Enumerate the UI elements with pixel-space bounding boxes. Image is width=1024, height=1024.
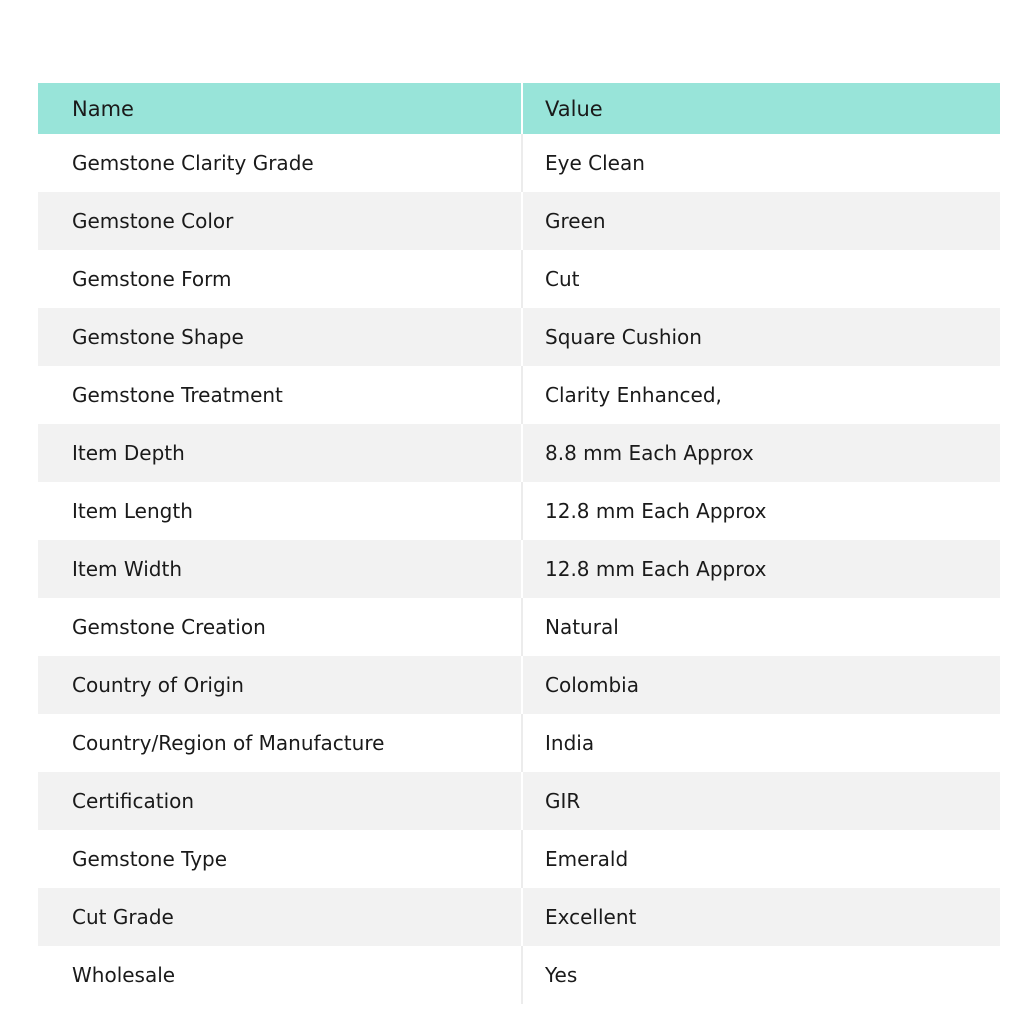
attribute-value: Green	[545, 209, 606, 233]
attribute-name: Wholesale	[38, 946, 523, 1004]
column-header-name: Name	[38, 83, 523, 134]
attribute-value: Eye Clean	[545, 151, 645, 175]
attribute-name: Item Length	[38, 482, 523, 540]
column-header-value: Value	[545, 96, 603, 121]
attribute-value: Natural	[545, 615, 619, 639]
attribute-value: Cut	[545, 267, 580, 291]
attribute-name: Item Width	[38, 540, 523, 598]
attribute-value: 12.8 mm Each Approx	[545, 499, 767, 523]
table-row	[38, 482, 1000, 540]
table-row	[38, 308, 1000, 366]
table-row	[38, 598, 1000, 656]
attribute-value: 8.8 mm Each Approx	[545, 441, 754, 465]
table-row	[38, 946, 1000, 1004]
attribute-value: 12.8 mm Each Approx	[545, 557, 767, 581]
table-header	[38, 83, 1000, 134]
table-row	[38, 540, 1000, 598]
attribute-name: Country/Region of Manufacture	[38, 714, 523, 772]
table-row	[38, 192, 1000, 250]
attribute-value: Emerald	[545, 847, 629, 871]
table-row	[38, 714, 1000, 772]
attribute-value: Excellent	[545, 905, 637, 929]
table-body	[38, 134, 1000, 1004]
attributes-table	[38, 83, 1000, 1004]
attribute-name: Item Depth	[38, 424, 523, 482]
table-row	[38, 830, 1000, 888]
table-row	[38, 888, 1000, 946]
attribute-value: GIR	[545, 789, 581, 813]
table-row	[38, 250, 1000, 308]
table-row	[38, 656, 1000, 714]
attribute-name: Gemstone Clarity Grade	[38, 134, 523, 192]
attribute-value: Square Cushion	[545, 325, 702, 349]
attribute-value: Colombia	[545, 673, 639, 697]
table-row	[38, 366, 1000, 424]
attribute-name: Gemstone Color	[38, 192, 523, 250]
attribute-value: Clarity Enhanced,	[545, 383, 722, 407]
attribute-value: India	[545, 731, 595, 755]
table-row	[38, 772, 1000, 830]
attribute-name: Gemstone Creation	[38, 598, 523, 656]
attribute-name: Gemstone Type	[38, 830, 523, 888]
table-row	[38, 134, 1000, 192]
attribute-value: Yes	[545, 963, 578, 987]
attribute-name: Cut Grade	[38, 888, 523, 946]
attribute-name: Gemstone Form	[38, 250, 523, 308]
table-row	[38, 424, 1000, 482]
attribute-name: Certification	[38, 772, 523, 830]
attribute-name: Country of Origin	[38, 656, 523, 714]
attribute-name: Gemstone Treatment	[38, 366, 523, 424]
attribute-name: Gemstone Shape	[38, 308, 523, 366]
